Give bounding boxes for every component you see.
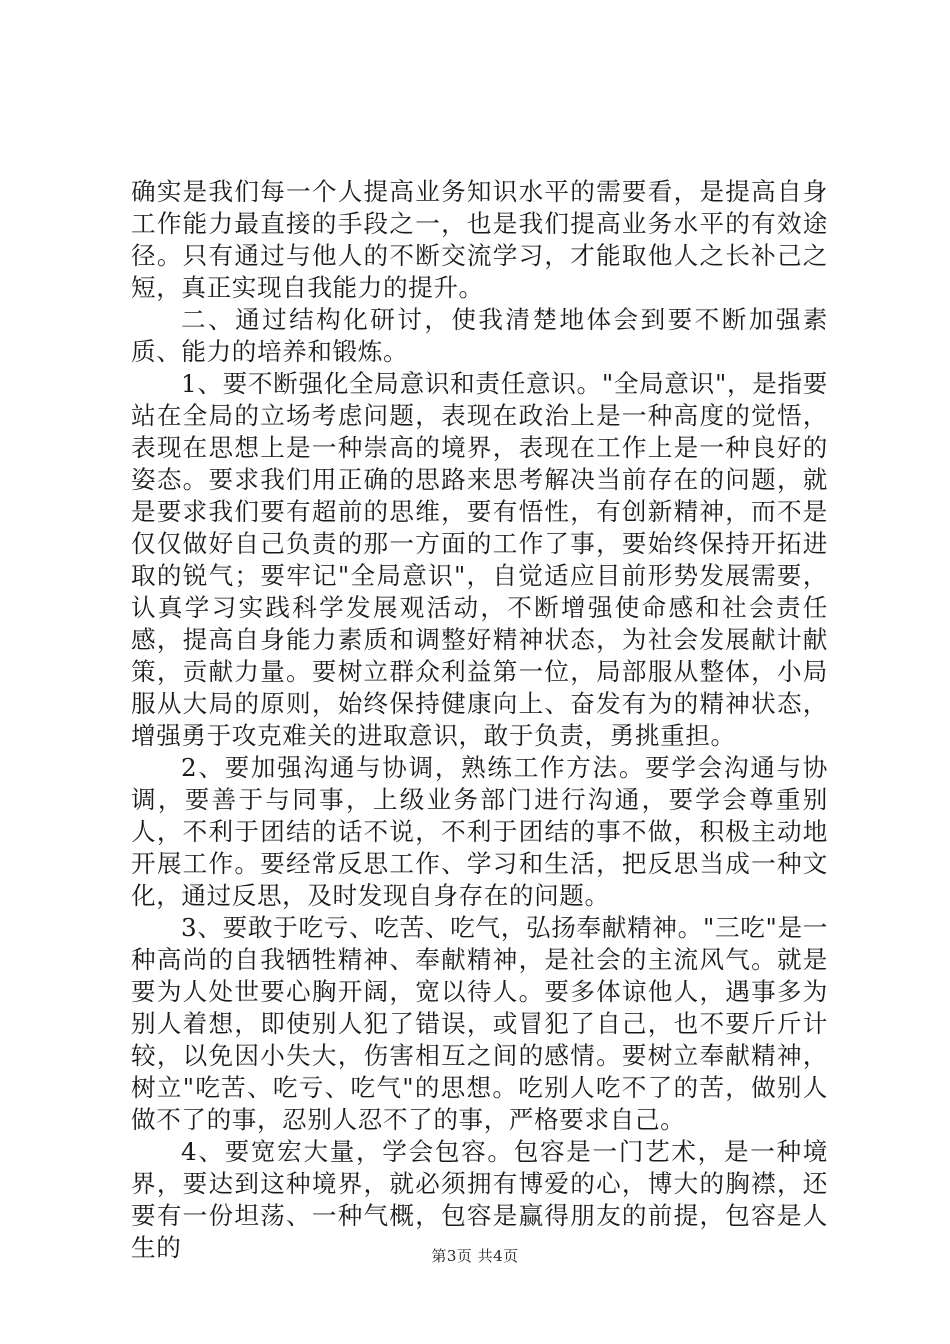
paragraph-point-four: 4、要宽宏大量，学会包容。包容是一门艺术，是一种境界，要达到这种境界，就必须拥有博爱的心，博大的胸襟，还要有一份坦荡、一种气概，包容是赢得朋友的前提，包容是人生的 [131, 1137, 828, 1262]
document-body [131, 176, 828, 1264]
paragraph-point-three: 3、要敢于吃亏、吃苦、吃气，弘扬奉献精神。"三吃"是一种高尚的自我牺牲精神、奉献精神，是社会的主流风气。就是要为人处世要心胸开阔，宽以待人。要多体谅他人，遇事多为别人着想，即使别人犯了错误，或冒犯了自己，也不要斤斤计较，以免因小失大，伤害相互之间的感情。要树立奉献精神，树立"吃苦、吃亏、吃气"的思想。吃别人吃不了的苦，做别人做不了的事，忍别人忍不了的事，严格要求自己。 [131, 913, 828, 1134]
paragraph-section-two: 二、通过结构化研讨，使我清楚地体会到要不断加强素质、能力的培养和锻炼。 [131, 305, 828, 366]
paragraph-point-two: 2、要加强沟通与协调，熟练工作方法。要学会沟通与协调，要善于与同事，上级业务部门进行沟通，要学会尊重别人，不利于团结的话不说，不利于团结的事不做，积极主动地开展工作。要经常反思工作、学习和生活，把反思当成一种文化，通过反思，及时发现自身存在的问题。 [131, 753, 828, 910]
paragraph-point-one: 1、要不断强化全局意识和责任意识。"全局意识"，是指要站在全局的立场考虑问题，表现在政治上是一种高度的觉悟，表现在思想上是一种崇高的境界，表现在工作上是一种良好的姿态。要求我们用正确的思路来思考解决当前存在的问题，就是要求我们要有超前的思维，要有悟性，有创新精神，而不是仅仅做好自己负责的那一方面的工作了事，要始终保持开拓进取的锐气；要牢记"全局意识"，自觉适应目前形势发展需要，认真学习实践科学发展观活动，不断增强使命感和社会责任感，提高自身能力素质和调整好精神状态，为社会发展献计献策，贡献力量。要树立群众利益第一位，局部服从整体，小局服从大局的原则，始终保持健康向上、奋发有为的精神状态，增强勇于攻克难关的进取意识，敢于负责，勇挑重担。 [131, 369, 828, 750]
paragraph-continuation: 确实是我们每一个人提高业务知识水平的需要看，是提高自身工作能力最直接的手段之一，也是我们提高业务水平的有效途径。只有通过与他人的不断交流学习，才能取他人之长补己之短，真正实现自我能力的提升。 [131, 177, 828, 302]
page-footer: 第3页 共4页 [431, 1247, 519, 1265]
